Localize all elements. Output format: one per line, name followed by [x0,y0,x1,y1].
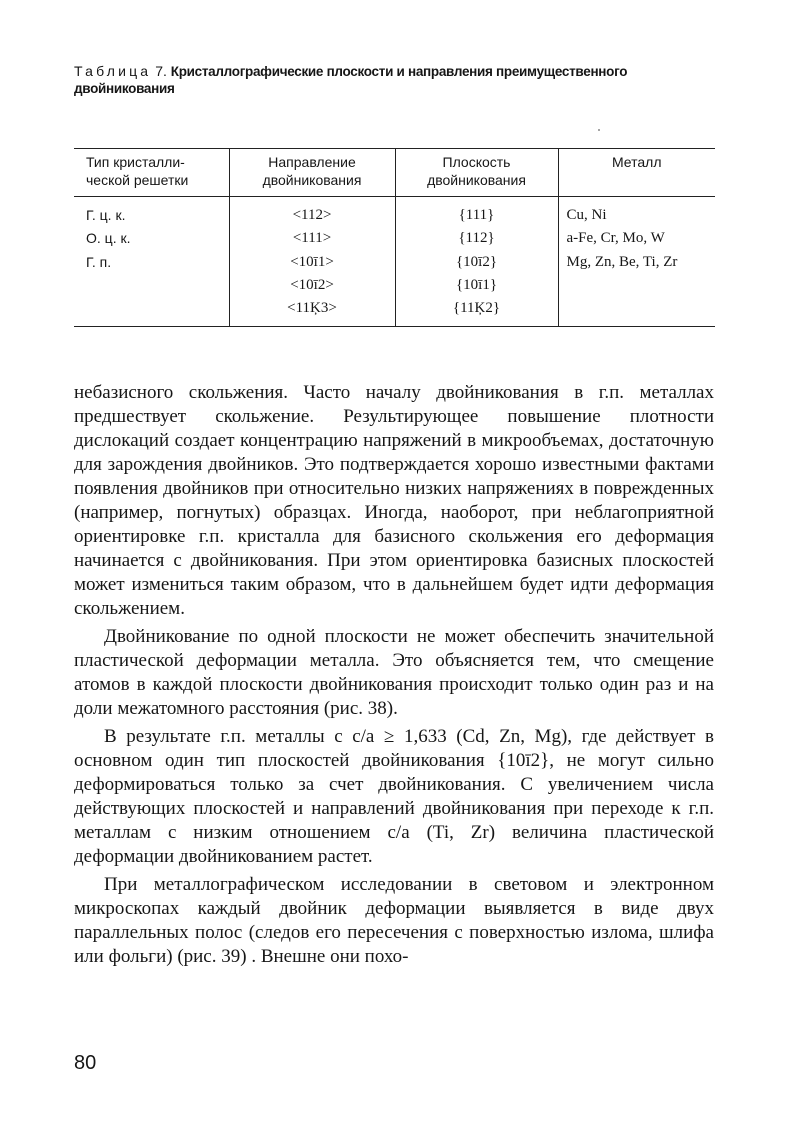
header-line: Тип кристалли- [86,154,185,170]
paragraph: При металлографическом исследовании в световом и электронном микроскопах каждый двойник деформации выявляется в виде двух параллельных полос (следов его пересечения с поверхностью излома, шлифа или фольги) (рис. 39) . Внешне они похо- [74,874,714,967]
header-line: двойникования [427,172,526,188]
table-header-row [74,149,715,197]
header-lattice-type [74,149,229,197]
plane-cell: {10ī1} [455,276,498,293]
plane-cell: {11Ķ2} [452,300,501,317]
metal-column [558,197,715,327]
paragraph: Двойникование по одной плоскости не может обеспечить значительной пластической деформации металла. Это объясняется тем, что смещение атомов в каждой плоскости двойникования происходит только один раз и на доли межатомного расстояния (рис. 38). [74,626,714,719]
lattice-cell: О. ц. к. [86,230,131,247]
header-line: Металл [611,154,662,170]
direction-cell: <10ī1> [290,253,334,270]
header-direction [229,149,395,197]
metal-cell: Cu, Ni [566,207,607,223]
header-metal [558,149,715,197]
caption-title: Кристаллографические плоскости и направления преимущественного двойникования [74,64,628,96]
plane-cell: {111} [458,207,495,223]
direction-column [229,197,395,327]
header-line: Направление [268,154,356,170]
print-speck [598,129,600,131]
header-plane [395,149,558,197]
direction-cell: <10ī2> [290,276,334,293]
paragraph: небазисного скольжения. Часто началу двойникования в г.п. металлах предшествует скольжение. Результирующее повышение плотности дислокаций создает концентрацию напряжений в микрообъемах, достаточную для зарождения двойников. Это подтверждается хорошо известными фактами появления двойников при относительно низких напряжениях в поврежденных (например, погнутых) образцах. Иногда, наоборот, при неблагоприятной ориентировке г.п. кристалла для базисного скольжения его деформация начинается с двойникования. При этом ориентировка базисных плоскостей может измениться таким образом, что в дальнейшем будет идти деформация скольжением. [74,382,714,619]
caption-number: 7. [155,63,167,79]
table-row [74,197,715,327]
page-number: 80 [74,1052,97,1074]
plane-column [395,197,558,327]
plane-cell: {112} [458,230,495,247]
table-caption [74,63,724,97]
direction-cell: <111> [292,230,332,247]
metal-cell: a-Fe, Cr, Mo, W [566,230,665,247]
lattice-column [74,197,229,327]
header-line: Плоскость [442,154,511,170]
twinning-table [74,148,715,327]
direction-cell: <11Ķ3> [287,300,337,317]
metal-cell: Mg, Zn, Be, Ti, Zr [566,253,678,270]
paragraph: В результате г.п. металлы с c/a ≥ 1,633 (Cd, Zn, Mg), где действует в основном один тип плоскостей двойникования {10ī2}, не могут сильно деформироваться только за счет двойникования. С увеличением числа действующих плоскостей и направлений двойникования при переходе к г.п. металлам с низким отношением c/a (Ti, Zr) величина пластической деформации двойникованием растет. [74,726,714,867]
lattice-cell: Г. ц. к. [86,207,126,223]
direction-cell: <112> [292,207,332,223]
body-text [74,381,714,973]
plane-cell: {10ī2} [455,253,498,270]
header-line: двойникования [262,172,362,188]
header-line: ческой решетки [86,172,189,188]
caption-lead: Таблица [74,63,152,79]
lattice-cell: Г. п. [86,253,112,270]
